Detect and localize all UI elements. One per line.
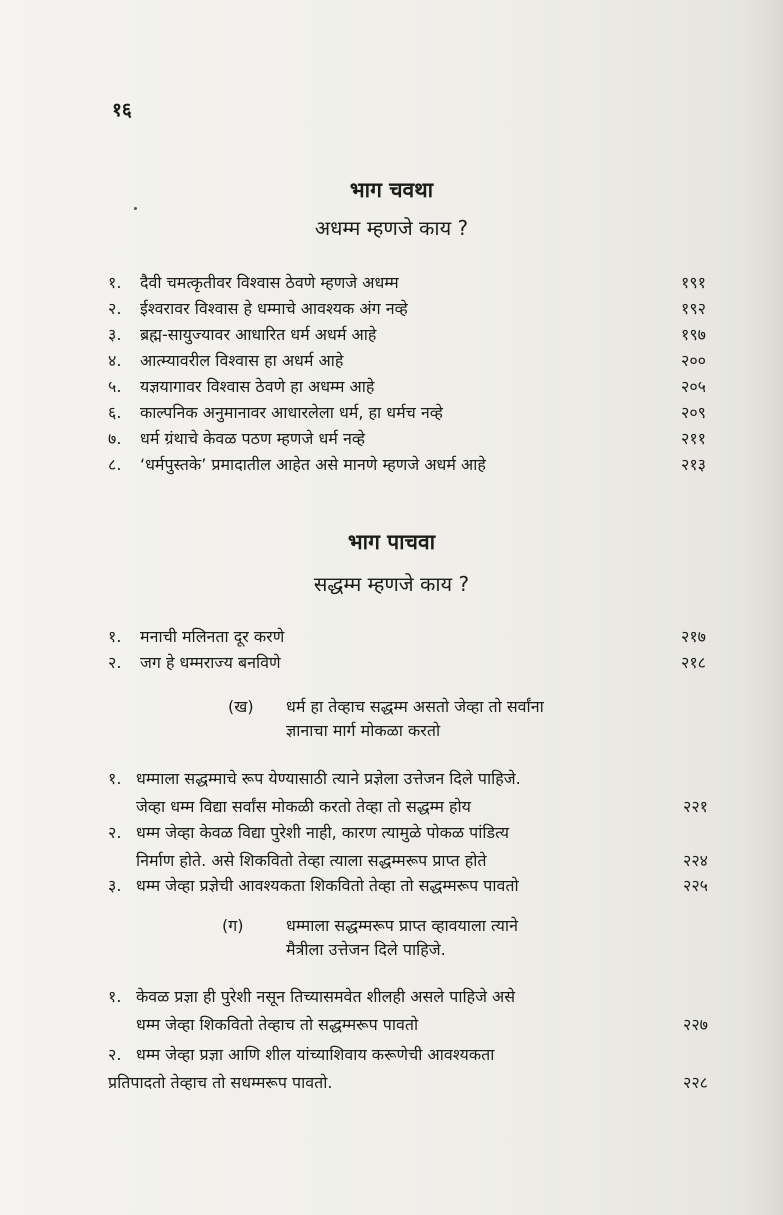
list-item: [108, 297, 706, 321]
item-text-line-1: धम्माला सद्धम्माचे रूप येण्यासाठी त्याने प्रज्ञेला उत्तेजन दिले पाहिजे.: [136, 769, 521, 788]
item-text: आत्म्यावरील विश्वास हा अधर्म आहे: [140, 351, 344, 370]
list-item: [108, 349, 706, 373]
section-kha-heading: [228, 696, 648, 744]
item-number: ४.: [108, 351, 122, 370]
item-number: ३.: [108, 325, 122, 344]
item-page: २२५: [683, 876, 708, 895]
item-number: २.: [108, 823, 122, 842]
item-text-line-1: केवळ प्रज्ञा ही पुरेशी नसून तिच्यासमवेत शीलही असले पाहिजे असे: [136, 987, 516, 1006]
item-number: २.: [108, 653, 122, 672]
item-text-line-1: धम्म जेव्हा प्रज्ञा आणि शील यांच्याशिवाय करूणेची आवश्यकता: [136, 1045, 495, 1064]
list-item: [108, 984, 708, 1040]
list-item: [108, 427, 706, 451]
item-text: ब्रह्म-सायुज्यावर आधारित धर्म अधर्म आहे: [140, 325, 377, 344]
item-page: २२७: [683, 1015, 708, 1034]
list-item: [108, 625, 706, 649]
item-text-line-1: धम्म जेव्हा केवळ विद्या पुरेशी नाही, कारण त्यामुळे पोकळ पांडित्य: [136, 823, 509, 842]
item-page: २२१: [683, 797, 708, 816]
item-number: २.: [108, 1045, 122, 1064]
section-line-1: धम्माला सद्धम्मरूप प्राप्त व्हावयाला त्याने: [286, 916, 518, 935]
list-item: [108, 766, 708, 822]
item-number: ६.: [108, 403, 122, 422]
item-text: यज्ञयागावर विश्वास ठेवणे हा अधम्म आहे: [140, 377, 375, 396]
list-item: [108, 271, 706, 295]
item-text: ईश्वरावर विश्वास हे धम्माचे आवश्यक अंग नव्हे: [140, 299, 408, 318]
item-page: १९७: [681, 325, 706, 344]
part4-title: भाग चवथा: [349, 178, 434, 202]
section-line-2: मैत्रीला उत्तेजन दिले पाहिजे.: [286, 940, 446, 959]
item-number: १.: [108, 627, 122, 646]
list-item: [108, 453, 706, 477]
item-text: ‘धर्मपुस्तके’ प्रमादातील आहेत असे मानणे म्हणजे अधर्म आहे: [140, 455, 486, 474]
page-number: १६: [112, 99, 132, 121]
part5-subtitle: सद्धम्म म्हणजे काय ?: [313, 572, 470, 596]
part4-subtitle: अधम्म म्हणजे काय ?: [314, 216, 469, 240]
list-item: [108, 323, 706, 347]
item-page: २१८: [681, 653, 706, 672]
list-item: [108, 401, 706, 425]
item-text: धर्म ग्रंथाचे केवळ पठण म्हणजे धर्म नव्हे: [140, 429, 365, 448]
item-number: ७.: [108, 429, 122, 448]
item-text: मनाची मलिनता दूर करणे: [140, 627, 285, 646]
item-number: १.: [108, 769, 122, 788]
item-number: ८.: [108, 455, 122, 474]
item-text-line-2: निर्माण होते. असे शिकवितो तेव्हा त्याला सद्धम्मरूप प्राप्त होते: [136, 851, 487, 870]
item-text-line-2: धम्म जेव्हा शिकवितो तेव्हाच तो सद्धम्मरूप पावतो: [136, 1015, 419, 1034]
ink-speck: [134, 207, 137, 210]
item-page: १९१: [681, 273, 706, 292]
section-mark: (ख): [228, 697, 254, 716]
section-line-1: धर्म हा तेव्हाच सद्धम्म असतो जेव्हा तो सर्वांना: [286, 697, 544, 716]
item-page: २१३: [681, 455, 706, 474]
part5-title: भाग पाचवा: [347, 530, 436, 554]
item-text-line-2: प्रतिपादतो तेव्हाच तो सधम्मरूप पावतो.: [108, 1073, 333, 1092]
item-number: १.: [108, 987, 122, 1006]
section-line-2: ज्ञानाचा मार्ग मोकळा करतो: [286, 721, 441, 740]
item-page: २२४: [683, 851, 708, 870]
item-text: जग हे धम्मराज्य बनविणे: [140, 653, 281, 672]
item-number: १.: [108, 273, 122, 292]
item-text: दैवी चमत्कृतीवर विश्वास ठेवणे म्हणजे अधम्म: [140, 273, 399, 292]
item-page: २००: [681, 351, 706, 370]
section-ga-heading: [222, 915, 642, 963]
item-text: धम्म जेव्हा प्रज्ञेची आवश्यकता शिकवितो तेव्हा तो सद्धम्मरूप पावतो: [136, 876, 519, 895]
item-number: ३.: [108, 876, 122, 895]
list-item: [108, 651, 706, 675]
item-text: काल्पनिक अनुमानावर आधारलेला धर्म, हा धर्मच नव्हे: [140, 403, 443, 422]
list-item: [108, 820, 708, 876]
item-page: २११: [681, 429, 706, 448]
list-item: [108, 375, 706, 399]
item-text-line-2: जेव्हा धम्म विद्या सर्वांस मोकळी करतो तेव्हा तो सद्धम्म होय: [136, 797, 471, 816]
item-page: २१७: [681, 627, 706, 646]
item-number: ५.: [108, 377, 122, 396]
item-page: २०५: [681, 377, 706, 396]
list-item: [108, 1042, 708, 1098]
item-page: २२८: [683, 1073, 708, 1092]
section-mark: (ग): [222, 916, 244, 935]
item-page: २०९: [681, 403, 706, 422]
item-number: २.: [108, 299, 122, 318]
item-page: १९२: [681, 299, 706, 318]
list-item: [108, 873, 708, 901]
